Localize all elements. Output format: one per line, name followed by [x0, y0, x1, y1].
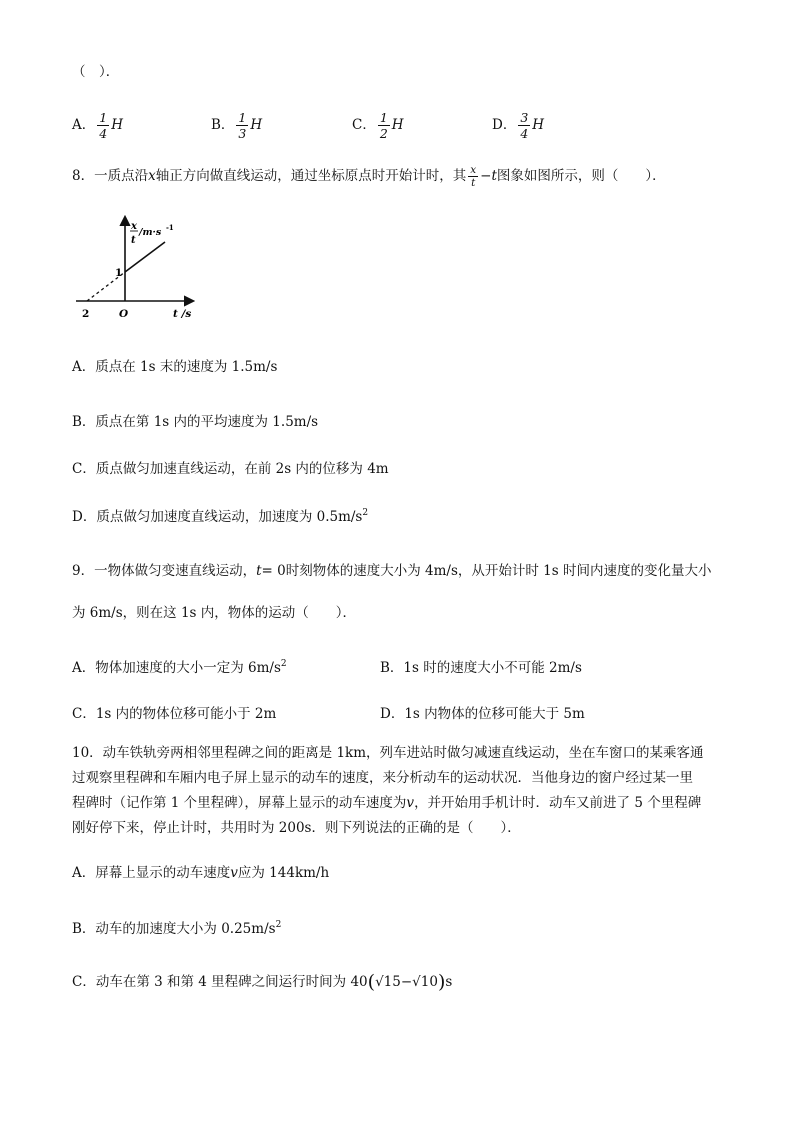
data-line [125, 242, 165, 272]
option-text: 应为 144km/h [237, 865, 330, 881]
y-axis-label-denominator: t [131, 235, 136, 246]
variable: −t [480, 168, 497, 184]
minus-sign: − [400, 974, 413, 990]
variable: H [111, 117, 123, 133]
q9-option-d: D．1s 内物体的位移可能大于 5m [380, 706, 585, 722]
option-text: C．动车在第 3 和第 4 里程碑之间运行时间为 40 [72, 974, 368, 990]
stem-text: 轴正方向做直线运动，通过坐标原点时开始计时，其 [155, 168, 467, 184]
q7-option-b [211, 110, 262, 141]
x-over-t-vs-t-graph [70, 212, 200, 324]
q9-option-b: B．1s 时的速度大小不可能 2m/s [380, 660, 582, 676]
question-9-stem-line2: 为 6m/s，则在这 1s 内，物体的运动（ ）． [72, 605, 357, 621]
close-paren: ) [437, 971, 446, 993]
fraction-denominator: 4 [99, 126, 108, 141]
option-letter: C． [352, 117, 376, 133]
fraction-numerator: 1 [379, 110, 388, 125]
variable: H [391, 117, 404, 133]
y-axis-unit: /m·s [139, 227, 162, 238]
negative-t-label: 2 [82, 308, 90, 320]
fraction-numerator: x [470, 164, 477, 176]
y-axis-unit-exponent: -1 [166, 223, 174, 232]
q8-option-b: B．质点在第 1s 内的平均速度为 1.5m/s [72, 414, 319, 430]
unit: s [445, 974, 453, 990]
option-text: D．质点做匀加速度直线运动，加速度为 0.5m/s [72, 509, 363, 525]
question-9-stem-line1 [72, 561, 711, 581]
stem-text: 9．一物体做匀变速直线运动， [72, 563, 257, 579]
q8-option-c: C．质点做匀加速直线运动，在前 2s 内的位移为 4m [72, 461, 389, 477]
fraction-denominator: 3 [238, 126, 247, 141]
fraction [468, 164, 478, 189]
fraction-denominator: 4 [520, 126, 529, 141]
fraction [378, 110, 390, 141]
q10-option-c [72, 972, 452, 992]
fraction-numerator: 3 [520, 110, 529, 125]
question-10-stem-line3 [72, 793, 701, 813]
q10-option-b [72, 919, 281, 939]
intercept-label: 1 [115, 267, 123, 279]
option-letter: B． [211, 117, 235, 133]
variable: v [406, 795, 415, 811]
variable: v [230, 865, 238, 881]
option-letter: A． [72, 117, 96, 133]
square-root: √15 [375, 974, 401, 990]
variable: t [256, 563, 262, 579]
fraction-denominator: 2 [379, 126, 388, 141]
stem-text: ，并开始用手机计时．动车又前进了 5 个里程碑 [414, 795, 702, 811]
option-text: B．动车的加速度大小为 0.25m/s [72, 921, 276, 937]
fraction-numerator: 1 [99, 110, 108, 125]
t-axis-label: t /s [173, 308, 192, 320]
stem-text: 8．一质点沿 [72, 168, 149, 184]
q8-option-a: A．质点在 1s 末的速度为 1.5m/s [72, 359, 278, 375]
variable: x [148, 168, 156, 184]
question-10-stem-line4: 刚好停下来，停止计时，共用时为 200s．则下列说法的正确的是（ ）． [72, 820, 521, 836]
variable: H [250, 117, 263, 133]
q7-option-d [492, 110, 544, 141]
option-text: A．物体加速度的大小一定为 6m/s [72, 660, 281, 676]
fraction [236, 110, 248, 141]
question-8-stem [72, 164, 666, 189]
origin-label: O [119, 308, 129, 320]
option-letter: D． [492, 117, 517, 133]
q10-option-a [72, 863, 329, 883]
fraction [97, 110, 109, 141]
q7-option-c [352, 110, 404, 141]
stem-text: 图象如图所示，则（ ）． [496, 168, 666, 184]
question-7-answer-blank: （ ）． [72, 64, 120, 80]
open-paren: ( [367, 971, 376, 993]
option-text: A．屏幕上显示的动车速度 [72, 865, 231, 881]
exponent: 2 [362, 508, 369, 518]
question-10-stem-line2: 过观察里程碑和车厢内电子屏上显示的动车的速度，来分析动车的运动状况．当他身边的窗户经过某一里 [72, 770, 693, 786]
stem-text: 程碑时（记作第 1 个里程碑），屏幕上显示的动车速度为 [72, 795, 407, 811]
stem-text: = 0时刻物体的速度大小为 4m/s，从开始计时 1s 时间内速度的变化量大小 [261, 563, 712, 579]
q7-option-a [72, 110, 123, 141]
fraction-denominator: t [471, 177, 476, 189]
exponent: 2 [280, 659, 287, 669]
q9-option-a [72, 658, 287, 678]
fraction [518, 110, 530, 141]
q9-option-c: C．1s 内的物体位移可能小于 2m [72, 706, 277, 722]
fraction-numerator: 1 [238, 110, 247, 125]
exponent: 2 [275, 920, 282, 930]
square-root: √10 [412, 974, 438, 990]
variable: H [532, 117, 545, 133]
y-axis-label-numerator: x [131, 221, 137, 232]
q8-option-d [72, 507, 368, 527]
question-10-stem-line1: 10．动车铁轨旁两相邻里程碑之间的距离是 1km，列车进站时做匀减速直线运动，坐在车窗口的某乘客通 [72, 745, 704, 761]
